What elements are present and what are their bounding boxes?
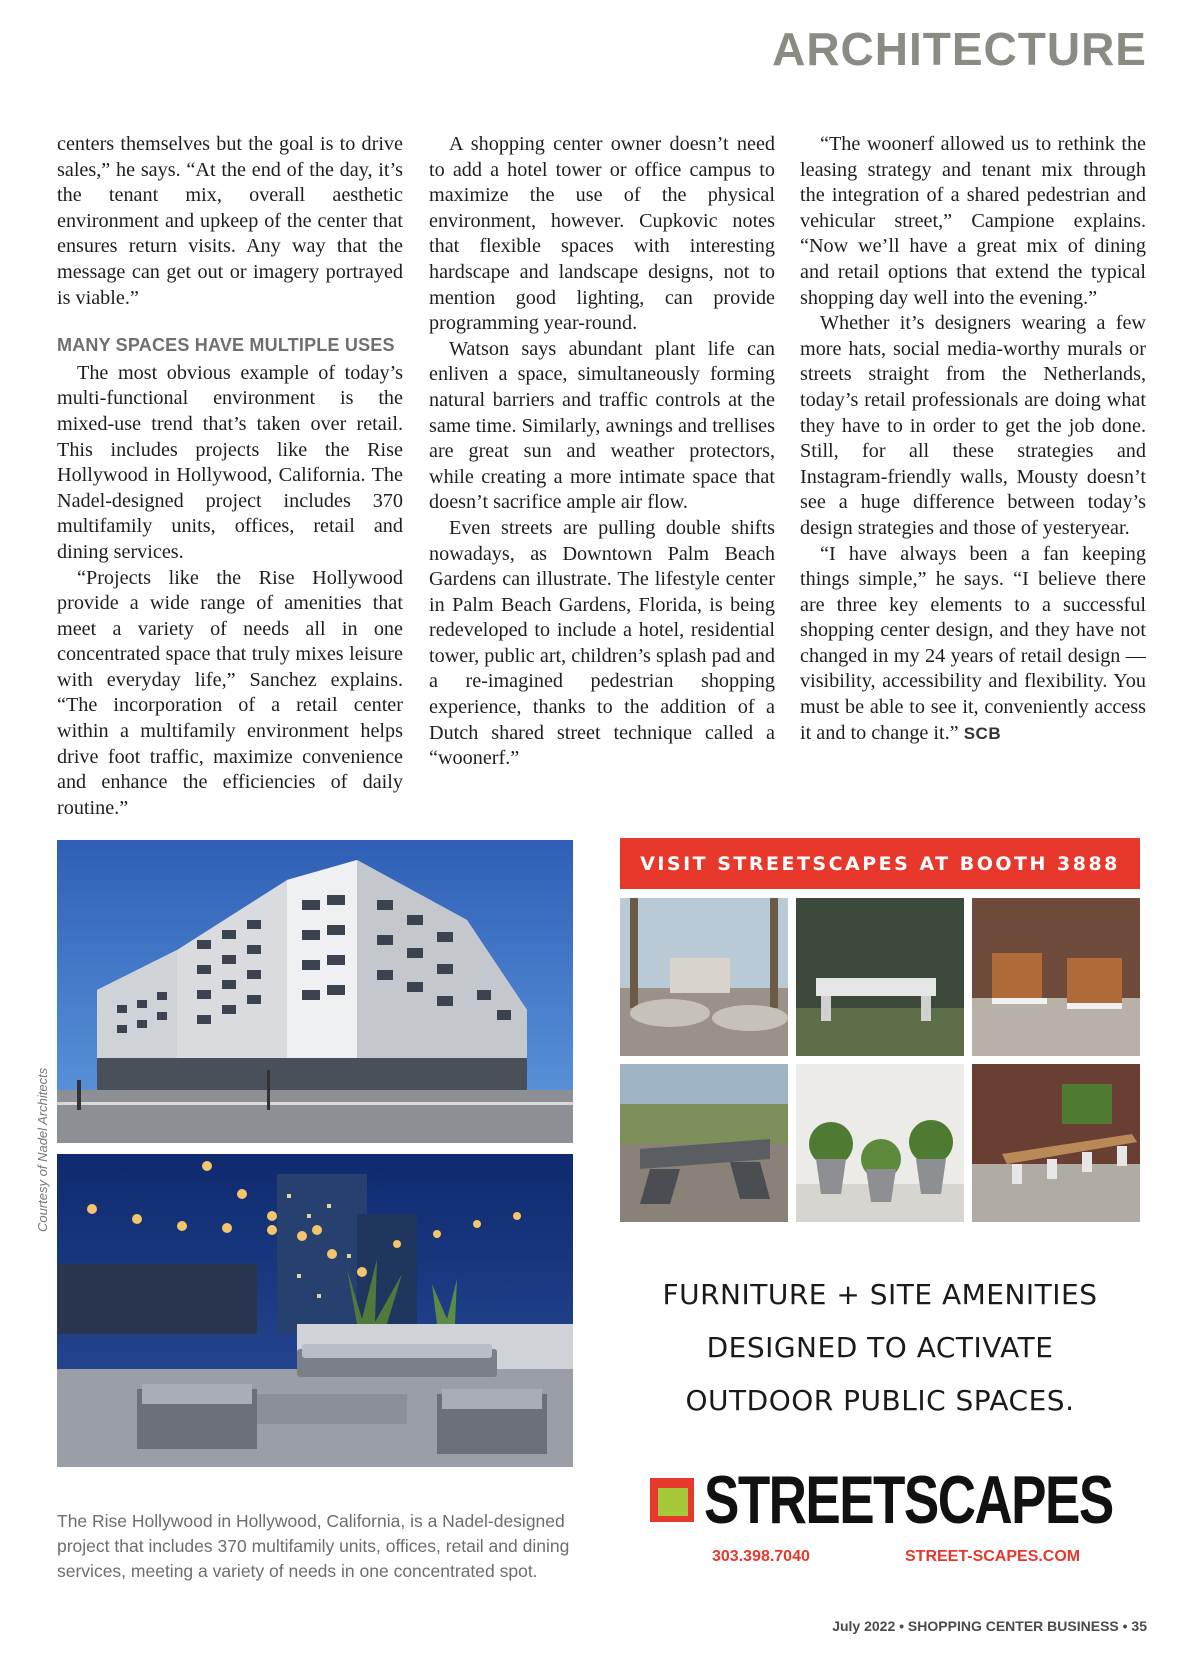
photo-credit: Courtesy of Nadel Architects: [35, 1067, 50, 1232]
ad-photo-planters: [796, 1064, 964, 1222]
ad-photo-plaza: [620, 898, 788, 1056]
photo-caption: The Rise Hollywood in Hollywood, California, is a Nadel-designed project that includes 370 multifamily units, offices, retail and dining services, meeting a variety of needs in one concentrated spot.: [57, 1511, 570, 1581]
article-column-2: [429, 132, 775, 772]
streetscapes-logo-icon: [650, 1478, 694, 1522]
article-column-1: [57, 132, 403, 821]
ad-banner: VISIT STREETSCAPES AT BOOTH 3888: [620, 838, 1140, 889]
subheading: MANY SPACES HAVE MULTIPLE USES: [57, 335, 395, 356]
paragraph: A shopping center owner doesn’t need to add a hotel tower or office campus to maximize the use of the physical environment, however. Cupkovic notes that flexible spaces with interesting hardscape and landscape designs, not to mention good lighting, can provide programming year-round.: [429, 133, 775, 335]
page-footer: July 2022 • SHOPPING CENTER BUSINESS • 35: [832, 1618, 1147, 1634]
paragraph: Whether it’s designers wearing a few more hats, social media-worthy murals or streets straight from the Netherlands, today’s retail professionals are doing what they have to in order to get the job done. Still, for all these strategies and Instagram-friendly walls, Mousty doesn’t see a huge difference between today’s design strategies and those of yesteryear.: [800, 312, 1146, 539]
paragraph: The most obvious example of today’s multi-functional environment is the mixed-use trend that’s taken over retail. This includes projects like the Rise Hollywood in Hollywood, California. The Nadel-designed project includes 370 multifamily units, offices, retail and dining services.: [57, 361, 403, 563]
ad-tagline: [620, 1268, 1140, 1427]
paragraph: Even streets are pulling double shifts nowadays, as Downtown Palm Beach Gardens can illustrate. The lifestyle center in Palm Beach Gardens, Florida, is being redeveloped to include a hotel, residential tower, public art, children’s splash pad and a re-imagined pedestrian shopping experience, thanks to the addition of a Dutch shared street technique called a “woonerf.”: [429, 516, 775, 770]
signature: SCB: [963, 723, 1002, 743]
ad-photo-chairs: [972, 898, 1140, 1056]
paragraph: “Projects like the Rise Hollywood provide a wide range of amenities that meet a variety of needs all in one concentrated space that truly mixes leisure with everyday life,” Sanchez explains. “The incorporation of a retail center within a multifamily environment helps drive foot traffic, maximize convenience and enhance the efficiencies of daily routine.”: [57, 566, 403, 819]
paragraph: [800, 542, 1146, 747]
section-title: ARCHITECTURE: [772, 23, 1147, 75]
rooftop-photo: [57, 1154, 573, 1467]
paragraph: Watson says abundant plant life can enliven a space, simultaneously forming natural barriers and traffic controls at the same time. Similarly, awnings and trellises are great sun and weather protectors, while creating a more intimate space that doesn’t sacrifice ample air flow.: [429, 337, 775, 514]
ad-phone: 303.398.7040: [712, 1548, 810, 1565]
ad-photo-bench: [796, 898, 964, 1056]
building-photo: [57, 840, 573, 1143]
paragraph: centers themselves but the goal is to drive sales,” he says. “At the end of the day, it’s the tenant mix, overall aesthetic environment and upkeep of the center that ensures return visits. Any way that the message can get out or imagery portrayed is viable.”: [57, 133, 403, 309]
streetscapes-ad: [620, 838, 1140, 1598]
paragraph-text: “I have always been a fan keeping things simple,” he says. “I believe there are three key elements to a successful shopping center design, and they have not changed in my 24 years of retail design — visibility, accessibility and flexibility. You must be able to see it, conveniently access it and to change it.”: [800, 542, 1146, 744]
paragraph: “The woonerf allowed us to rethink the leasing strategy and tenant mix through the integration of a shared pedestrian and vehicular street,” Campione explains. “Now we’ll have a great mix of dining and retail options that extend the typical shopping day well into the evening.”: [800, 133, 1146, 309]
ad-photo-dining: [972, 1064, 1140, 1222]
ad-tagline-line: DESIGNED TO ACTIVATE: [706, 1331, 1054, 1364]
ad-photo-table: [620, 1064, 788, 1222]
ad-website: STREET-SCAPES.COM: [905, 1548, 1081, 1565]
ad-tagline-line: OUTDOOR PUBLIC SPACES.: [685, 1384, 1075, 1417]
streetscapes-logo: STREETSCAPES: [704, 1462, 1113, 1538]
article-column-3: [800, 132, 1146, 746]
ad-tagline-line: FURNITURE + SITE AMENITIES: [662, 1278, 1098, 1311]
